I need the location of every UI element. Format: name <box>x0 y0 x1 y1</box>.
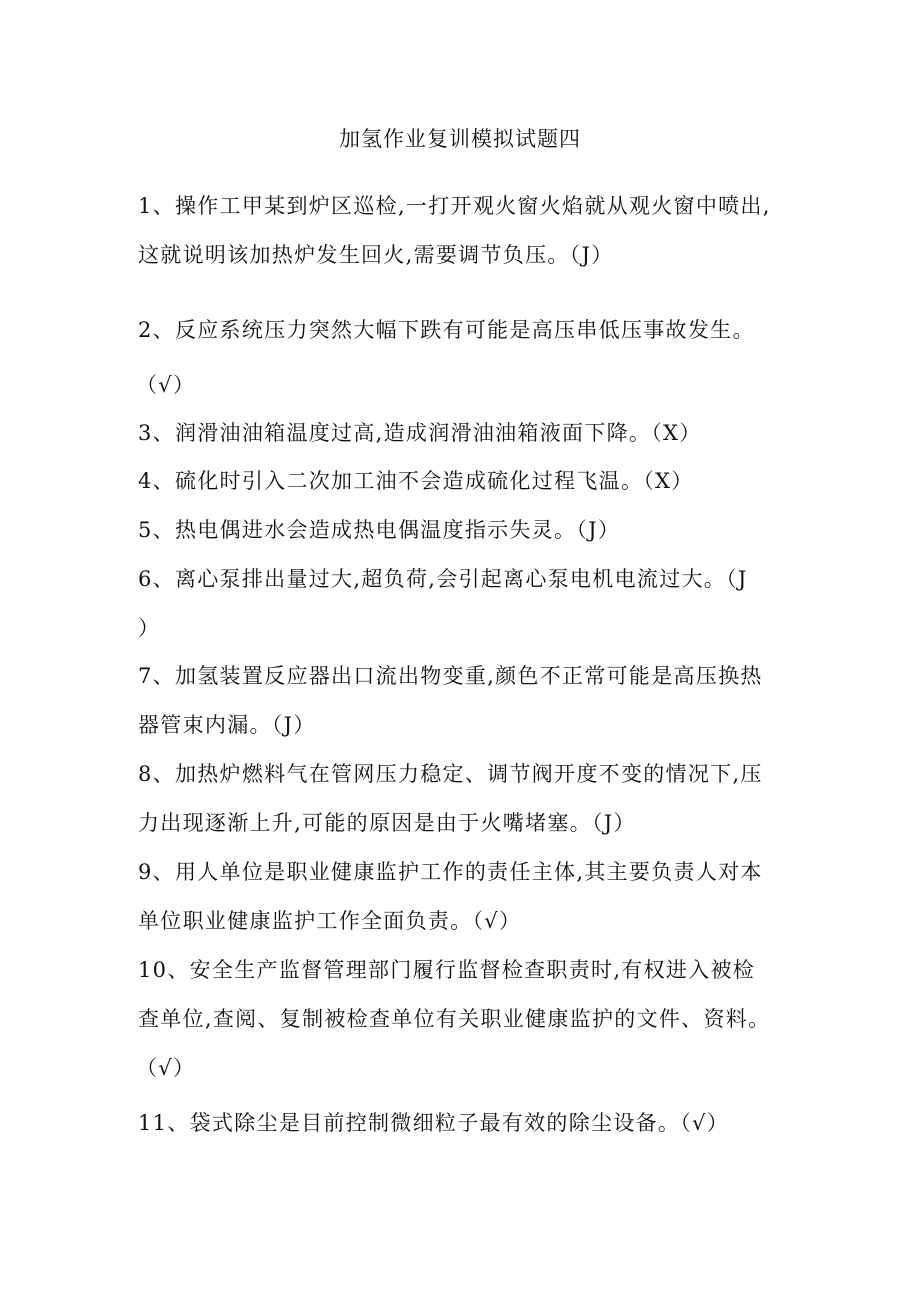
question-7-line-1: 7、加氢装置反应器出口流出物变重,颜色不正常可能是高压换热 <box>138 664 763 688</box>
question-10-line-1: 10、安全生产监督管理部门履行监督检查职责时,有权进入被检 <box>138 958 756 982</box>
question-4: 4、硫化时引入二次加工油不会造成硫化过程飞温。（X） <box>138 469 694 493</box>
question-2-line-1: 2、反应系统压力突然大幅下跌有可能是高压串低压事故发生。 <box>138 318 755 342</box>
question-10-line-2: 查单位,查阅、复制被检查单位有关职业健康监护的文件、资料。 <box>138 1007 771 1031</box>
question-6-line-2: ） <box>138 616 161 640</box>
document-title: 加氢作业复训模拟试题四 <box>339 127 581 151</box>
question-7-line-2: 器管束内漏。（J） <box>138 713 316 737</box>
question-9-line-2: 单位职业健康监护工作全面负责。（√） <box>138 909 522 933</box>
question-1-line-1: 1、操作工甲某到炉区巡检,一打开观火窗火焰就从观火窗中喷出, <box>138 194 771 218</box>
question-10-line-3: （√） <box>136 1056 196 1080</box>
question-6-line-1: 6、离心泵排出量过大,超负荷,会引起离心泵电机电流过大。（J <box>138 567 748 591</box>
question-3: 3、润滑油油箱温度过高,造成润滑油油箱液面下降。（X） <box>138 421 702 445</box>
question-8-line-1: 8、加热炉燃料气在管网压力稳定、调节阀开度不变的情况下,压 <box>138 762 763 786</box>
question-8-line-2: 力出现逐渐上升,可能的原因是由于火嘴堵塞。（J） <box>138 811 636 835</box>
question-2-line-2: （√） <box>136 373 196 397</box>
question-11: 11、袋式除尘是目前控制微细粒子最有效的除尘设备。（√） <box>138 1111 730 1135</box>
question-5: 5、热电偶进水会造成热电偶温度指示失灵。（J） <box>138 518 621 542</box>
question-9-line-1: 9、用人单位是职业健康监护工作的责任主体,其主要负责人对本 <box>138 860 763 884</box>
question-1-line-2: 这就说明该加热炉发生回火,需要调节负压。（J） <box>138 243 614 267</box>
